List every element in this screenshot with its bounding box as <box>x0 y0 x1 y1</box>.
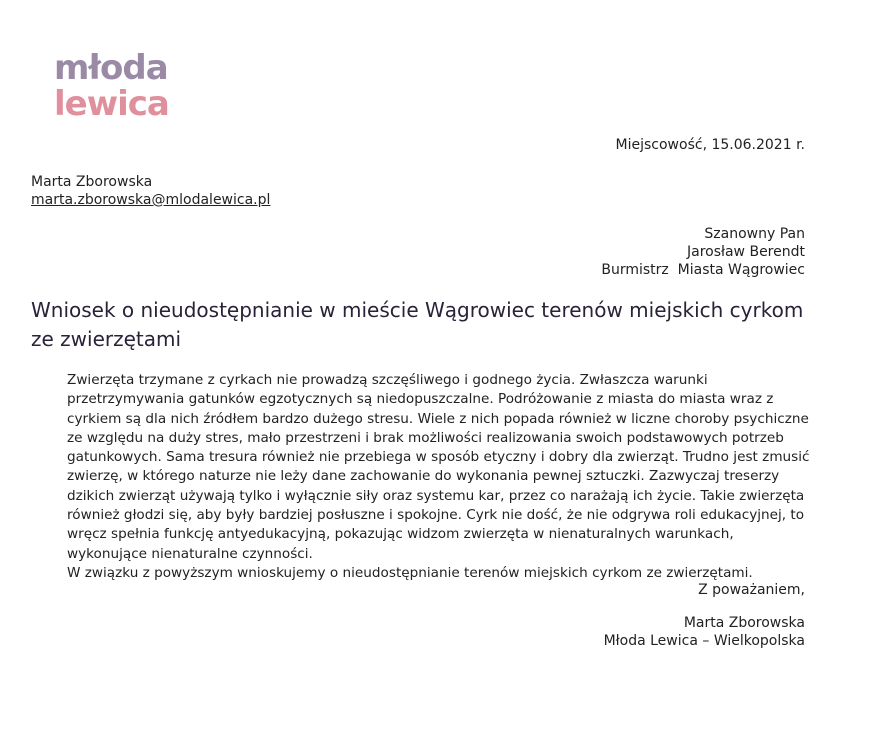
signature-block <box>604 614 805 650</box>
recipient-name: Jarosław Berendt <box>686 244 805 260</box>
letter-title: Wniosek o nieudostępnianie w mieście Wągrowiec terenów miejskich cyrkom ze zwierzętami <box>31 298 804 351</box>
recipient-position: Burmistrz Miasta Wągrowiec <box>601 262 805 278</box>
logo-line-2: lewica <box>54 84 169 124</box>
letter-date: Miejscowość, 15.06.2021 r. <box>615 137 805 153</box>
recipient-salutation: Szanowny Pan <box>704 226 805 242</box>
recipient-block <box>601 225 805 279</box>
signature-name: Marta Zborowska <box>683 615 805 631</box>
body-paragraph-2: W związku z powyższym wnioskujemy o nieudostępnianie terenów miejskich cyrkom ze zwierzętami. <box>67 564 753 581</box>
mloda-lewica-logo <box>54 50 169 122</box>
sender-email-link[interactable]: marta.zborowska@mlodalewica.pl <box>31 192 271 208</box>
signature-organization: Młoda Lewica – Wielkopolska <box>603 633 805 649</box>
sender-name: Marta Zborowska <box>31 174 153 190</box>
letter-body <box>67 371 812 583</box>
logo-line-1: młoda <box>54 48 168 88</box>
sender-block <box>31 173 270 209</box>
closing-phrase: Z poważaniem, <box>698 582 805 598</box>
body-paragraph-1: Zwierzęta trzymane z cyrkach nie prowadzą szczęśliwego i godnego życia. Zwłaszcza warunki przetrzymywania gatunków egzotycznych są niedopuszczalne. Podróżowanie z miasta do miasta wraz z cyrkiem są dla nich źródłem bardzo dużego stresu. Wiele z nich popada również w liczne choroby psychiczne ze względu na duży stres, mało przestrzeni i brak możliwości realizowania swoich podstawowych potrzeb gatunkowych. Sama tresura również nie przebiega w sposób etyczny i dobry dla zwierząt. Trudno jest zmusić zwierzę, w którego naturze nie leży dane zachowanie do wykonania pewnej sztuczki. Zazwyczaj treserzy dzikich zwierząt używają tylko i wyłącznie siły oraz systemu kar, przez co narażają ich życie. Takie zwierzęta również głodzi się, aby były bardziej posłuszne i spokojne. Cyrk nie dość, że nie odgrywa roli edukacyjnej, to wręcz spełnia funkcję antyedukacyjną, pokazując widzom zwierzęta w nienaturalnych warunkach, wykonujące nienaturalne czynności. <box>67 372 810 562</box>
